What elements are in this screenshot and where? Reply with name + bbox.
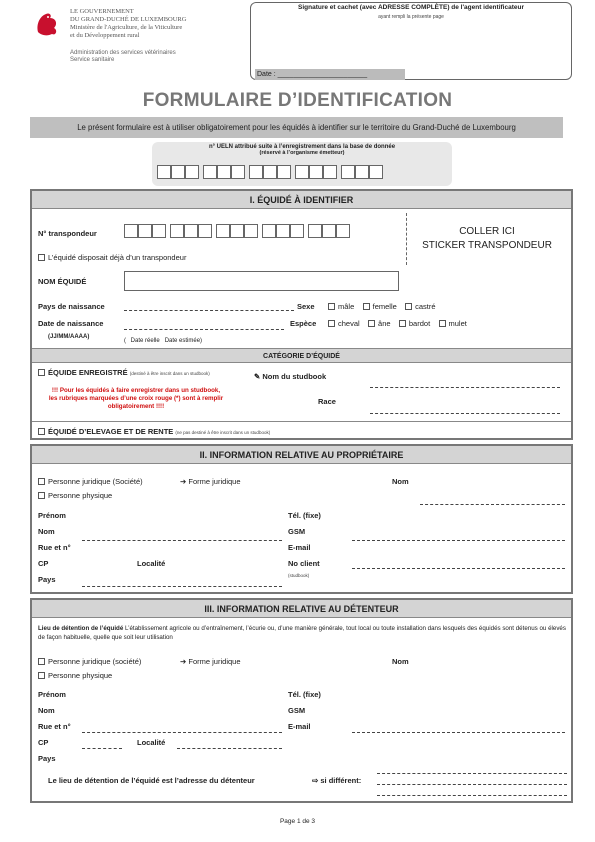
keeper-localite-field[interactable] bbox=[177, 748, 282, 749]
keeper-email-field[interactable] bbox=[352, 732, 565, 733]
transponder-label: N° transpondeur bbox=[38, 229, 97, 238]
ueln-digit[interactable] bbox=[217, 165, 231, 179]
owner-prenom-label: Prénom bbox=[38, 511, 66, 520]
race-label: Race bbox=[318, 397, 336, 406]
owner-nom-label: Nom bbox=[38, 527, 55, 536]
birthdate-input[interactable] bbox=[124, 329, 284, 330]
ueln-label: n° UELN attribué suite à l’enregistrement dans la base de donnée bbox=[208, 144, 396, 150]
species-label: Espèce bbox=[290, 319, 317, 328]
keeper-gsm-label: GSM bbox=[288, 706, 306, 715]
keeper-if-different: ⇨ si différent: bbox=[312, 776, 362, 785]
ueln-digit[interactable] bbox=[295, 165, 309, 179]
ueln-digit[interactable] bbox=[309, 165, 323, 179]
pencil-icon: ✎ bbox=[254, 372, 261, 381]
birthdate-label: Date de naissance bbox=[38, 319, 104, 328]
ueln-digit[interactable] bbox=[341, 165, 355, 179]
date-field[interactable]: Date : _______________________ bbox=[255, 69, 405, 80]
category-heading: CATÉGORIE D’ÉQUIDÉ bbox=[32, 348, 571, 363]
keeper-diff-line-2[interactable] bbox=[377, 784, 567, 785]
race-input[interactable] bbox=[370, 413, 560, 414]
keeper-physical-person[interactable]: Personne physique bbox=[38, 671, 112, 680]
name-input[interactable] bbox=[124, 271, 399, 291]
keeper-diff-line-1[interactable] bbox=[377, 773, 567, 774]
ueln-digit[interactable] bbox=[323, 165, 337, 179]
keeper-prenom-label: Prénom bbox=[38, 690, 66, 699]
owner-nom-field[interactable] bbox=[82, 540, 282, 541]
signature-title: Signature et cachet (avec ADRESSE COMPLÈTE) de l'agent identificateur bbox=[298, 4, 524, 11]
keeper-pays-label: Pays bbox=[38, 754, 56, 763]
intro-banner: Le présent formulaire est à utiliser obligatoirement pour les équidés à identifier sur le territoire du Grand-Duché de Luxembourg bbox=[30, 117, 563, 138]
owner-pays-field[interactable] bbox=[82, 586, 282, 587]
ueln-digit[interactable] bbox=[263, 165, 277, 179]
owner-gsm-field[interactable] bbox=[352, 540, 565, 541]
checkbox-icon[interactable] bbox=[38, 254, 45, 261]
keeper-rue-label: Rue et n° bbox=[38, 722, 71, 731]
form-title: FORMULAIRE D’IDENTIFICATION bbox=[142, 90, 453, 111]
had-transponder-checkbox[interactable]: L’équidé disposait déjà d’un transpondeur bbox=[38, 253, 186, 262]
sticker-divider bbox=[406, 213, 407, 265]
keeper-email-label: E-mail bbox=[288, 722, 311, 731]
keeper-legal-form[interactable]: ➔ Forme juridique bbox=[180, 657, 241, 666]
keeper-diff-line-3[interactable] bbox=[377, 795, 567, 796]
ueln-digit[interactable] bbox=[171, 165, 185, 179]
section-keeper-title: III. INFORMATION RELATIVE AU DÉTENTEUR bbox=[32, 600, 571, 618]
studbook-warning: !!! Pour les équidés à faire enregistrer dans un studbook, les rubriques marquées d’une croix rouge (*) sont à remplir obligatoirement !!!! bbox=[48, 387, 224, 410]
owner-legal-person[interactable]: Personne juridique (Société) bbox=[38, 477, 143, 486]
owner-localite-label: Localité bbox=[137, 559, 166, 568]
owner-pays-label: Pays bbox=[38, 575, 56, 584]
ueln-digit[interactable] bbox=[277, 165, 291, 179]
arrow-right-icon: ➔ bbox=[180, 477, 187, 486]
ueln-input[interactable] bbox=[157, 165, 383, 179]
keeper-legal-person[interactable]: Personne juridique (société) bbox=[38, 657, 141, 666]
section-owner bbox=[30, 444, 573, 594]
ueln-note: (réservé à l’organisme émetteur) bbox=[259, 150, 345, 156]
owner-studbook-note: (studbook) bbox=[288, 573, 310, 578]
keeper-localite-label: Localité bbox=[137, 738, 166, 747]
ueln-digit[interactable] bbox=[157, 165, 171, 179]
breeding-divider bbox=[32, 421, 571, 422]
ueln-digit[interactable] bbox=[203, 165, 217, 179]
owner-client-label: No client bbox=[288, 559, 320, 568]
owner-nom-right: Nom bbox=[392, 477, 409, 486]
owner-email-label: E-mail bbox=[288, 543, 311, 552]
ueln-digit[interactable] bbox=[355, 165, 369, 179]
owner-cp-label: CP bbox=[38, 559, 49, 568]
keeper-nom-label: Nom bbox=[38, 706, 55, 715]
date-type-options[interactable]: ( Date réelle Date estimée) bbox=[124, 338, 203, 344]
owner-legal-form[interactable]: ➔ Forme juridique bbox=[180, 477, 241, 486]
sex-label: Sexe bbox=[297, 302, 315, 311]
page-number: Page 1 de 3 bbox=[279, 818, 316, 825]
arrow-right-icon: ⇨ bbox=[312, 776, 319, 785]
country-label: Pays de naissance bbox=[38, 302, 105, 311]
keeper-address-text: Le lieu de détention de l’équidé est l’adresse du détenteur bbox=[48, 776, 255, 785]
section-equine bbox=[30, 189, 573, 440]
owner-nom-input[interactable] bbox=[420, 504, 565, 505]
studbook-input[interactable] bbox=[370, 387, 560, 388]
arrow-right-icon: ➔ bbox=[180, 657, 187, 666]
owner-tel-label: Tél. (fixe) bbox=[288, 511, 321, 520]
ueln-digit[interactable] bbox=[185, 165, 199, 179]
studbook-label: ✎ Nom du studbook bbox=[254, 372, 327, 381]
sticker-area: COLLER ICI STICKER TRANSPONDEUR bbox=[422, 226, 552, 251]
lion-logo-icon bbox=[30, 8, 64, 38]
section-keeper bbox=[30, 598, 573, 803]
species-options[interactable]: cheval âne bardot mulet bbox=[328, 319, 467, 328]
section-equine-title: I. ÉQUIDÉ À IDENTIFIER bbox=[32, 191, 571, 209]
breeding-checkbox[interactable]: ÉQUIDÉ D’ELEVAGE ET DE RENTE (ne pas destiné à être inscrit dans un studbook) bbox=[38, 427, 270, 436]
registered-checkbox[interactable]: ÉQUIDE ENREGISTRÉ (destiné à être inscrit dans un studbook) bbox=[38, 368, 210, 377]
keeper-intro: Lieu de détention de l’équidé L’établissement agricole ou d’entraînement, l’écurie ou, d’une manière générale, tout local ou toute installation dans lesquels des équidés sont détenus ou élevés de façon habituelle, quelle que soit leur utilisation bbox=[38, 625, 566, 641]
keeper-cp-label: CP bbox=[38, 738, 49, 747]
ueln-digit[interactable] bbox=[369, 165, 383, 179]
keeper-nom-right: Nom bbox=[392, 657, 409, 666]
owner-gsm-label: GSM bbox=[288, 527, 306, 536]
keeper-rue-field[interactable] bbox=[82, 732, 282, 733]
name-label: NOM ÉQUIDÉ bbox=[38, 277, 87, 286]
owner-physical-person[interactable]: Personne physique bbox=[38, 491, 112, 500]
transponder-input[interactable] bbox=[124, 224, 350, 238]
keeper-cp-field[interactable] bbox=[82, 748, 122, 749]
country-input[interactable] bbox=[124, 310, 294, 311]
administration-name: Administration des services vétérinaires Service sanitaire bbox=[70, 50, 176, 63]
ueln-digit[interactable] bbox=[249, 165, 263, 179]
owner-rue-label: Rue et n° bbox=[38, 543, 71, 552]
signature-box[interactable] bbox=[250, 2, 572, 80]
keeper-tel-label: Tél. (fixe) bbox=[288, 690, 321, 699]
government-name: LE GOUVERNEMENT DU GRAND-DUCHÉ DE LUXEMBOURG Ministère de l'Agriculture, de la Viticulture et du Développement rural bbox=[70, 8, 187, 39]
sex-options[interactable]: mâle femelle castré bbox=[328, 302, 436, 311]
date-format: (JJ/MM/AAAA) bbox=[48, 334, 90, 340]
owner-client-field[interactable] bbox=[352, 568, 565, 569]
ueln-box bbox=[152, 142, 452, 186]
ueln-digit[interactable] bbox=[231, 165, 245, 179]
section-owner-title: II. INFORMATION RELATIVE AU PROPRIÉTAIRE bbox=[32, 446, 571, 464]
signature-subtitle: ayant rempli la présente page bbox=[378, 14, 444, 20]
